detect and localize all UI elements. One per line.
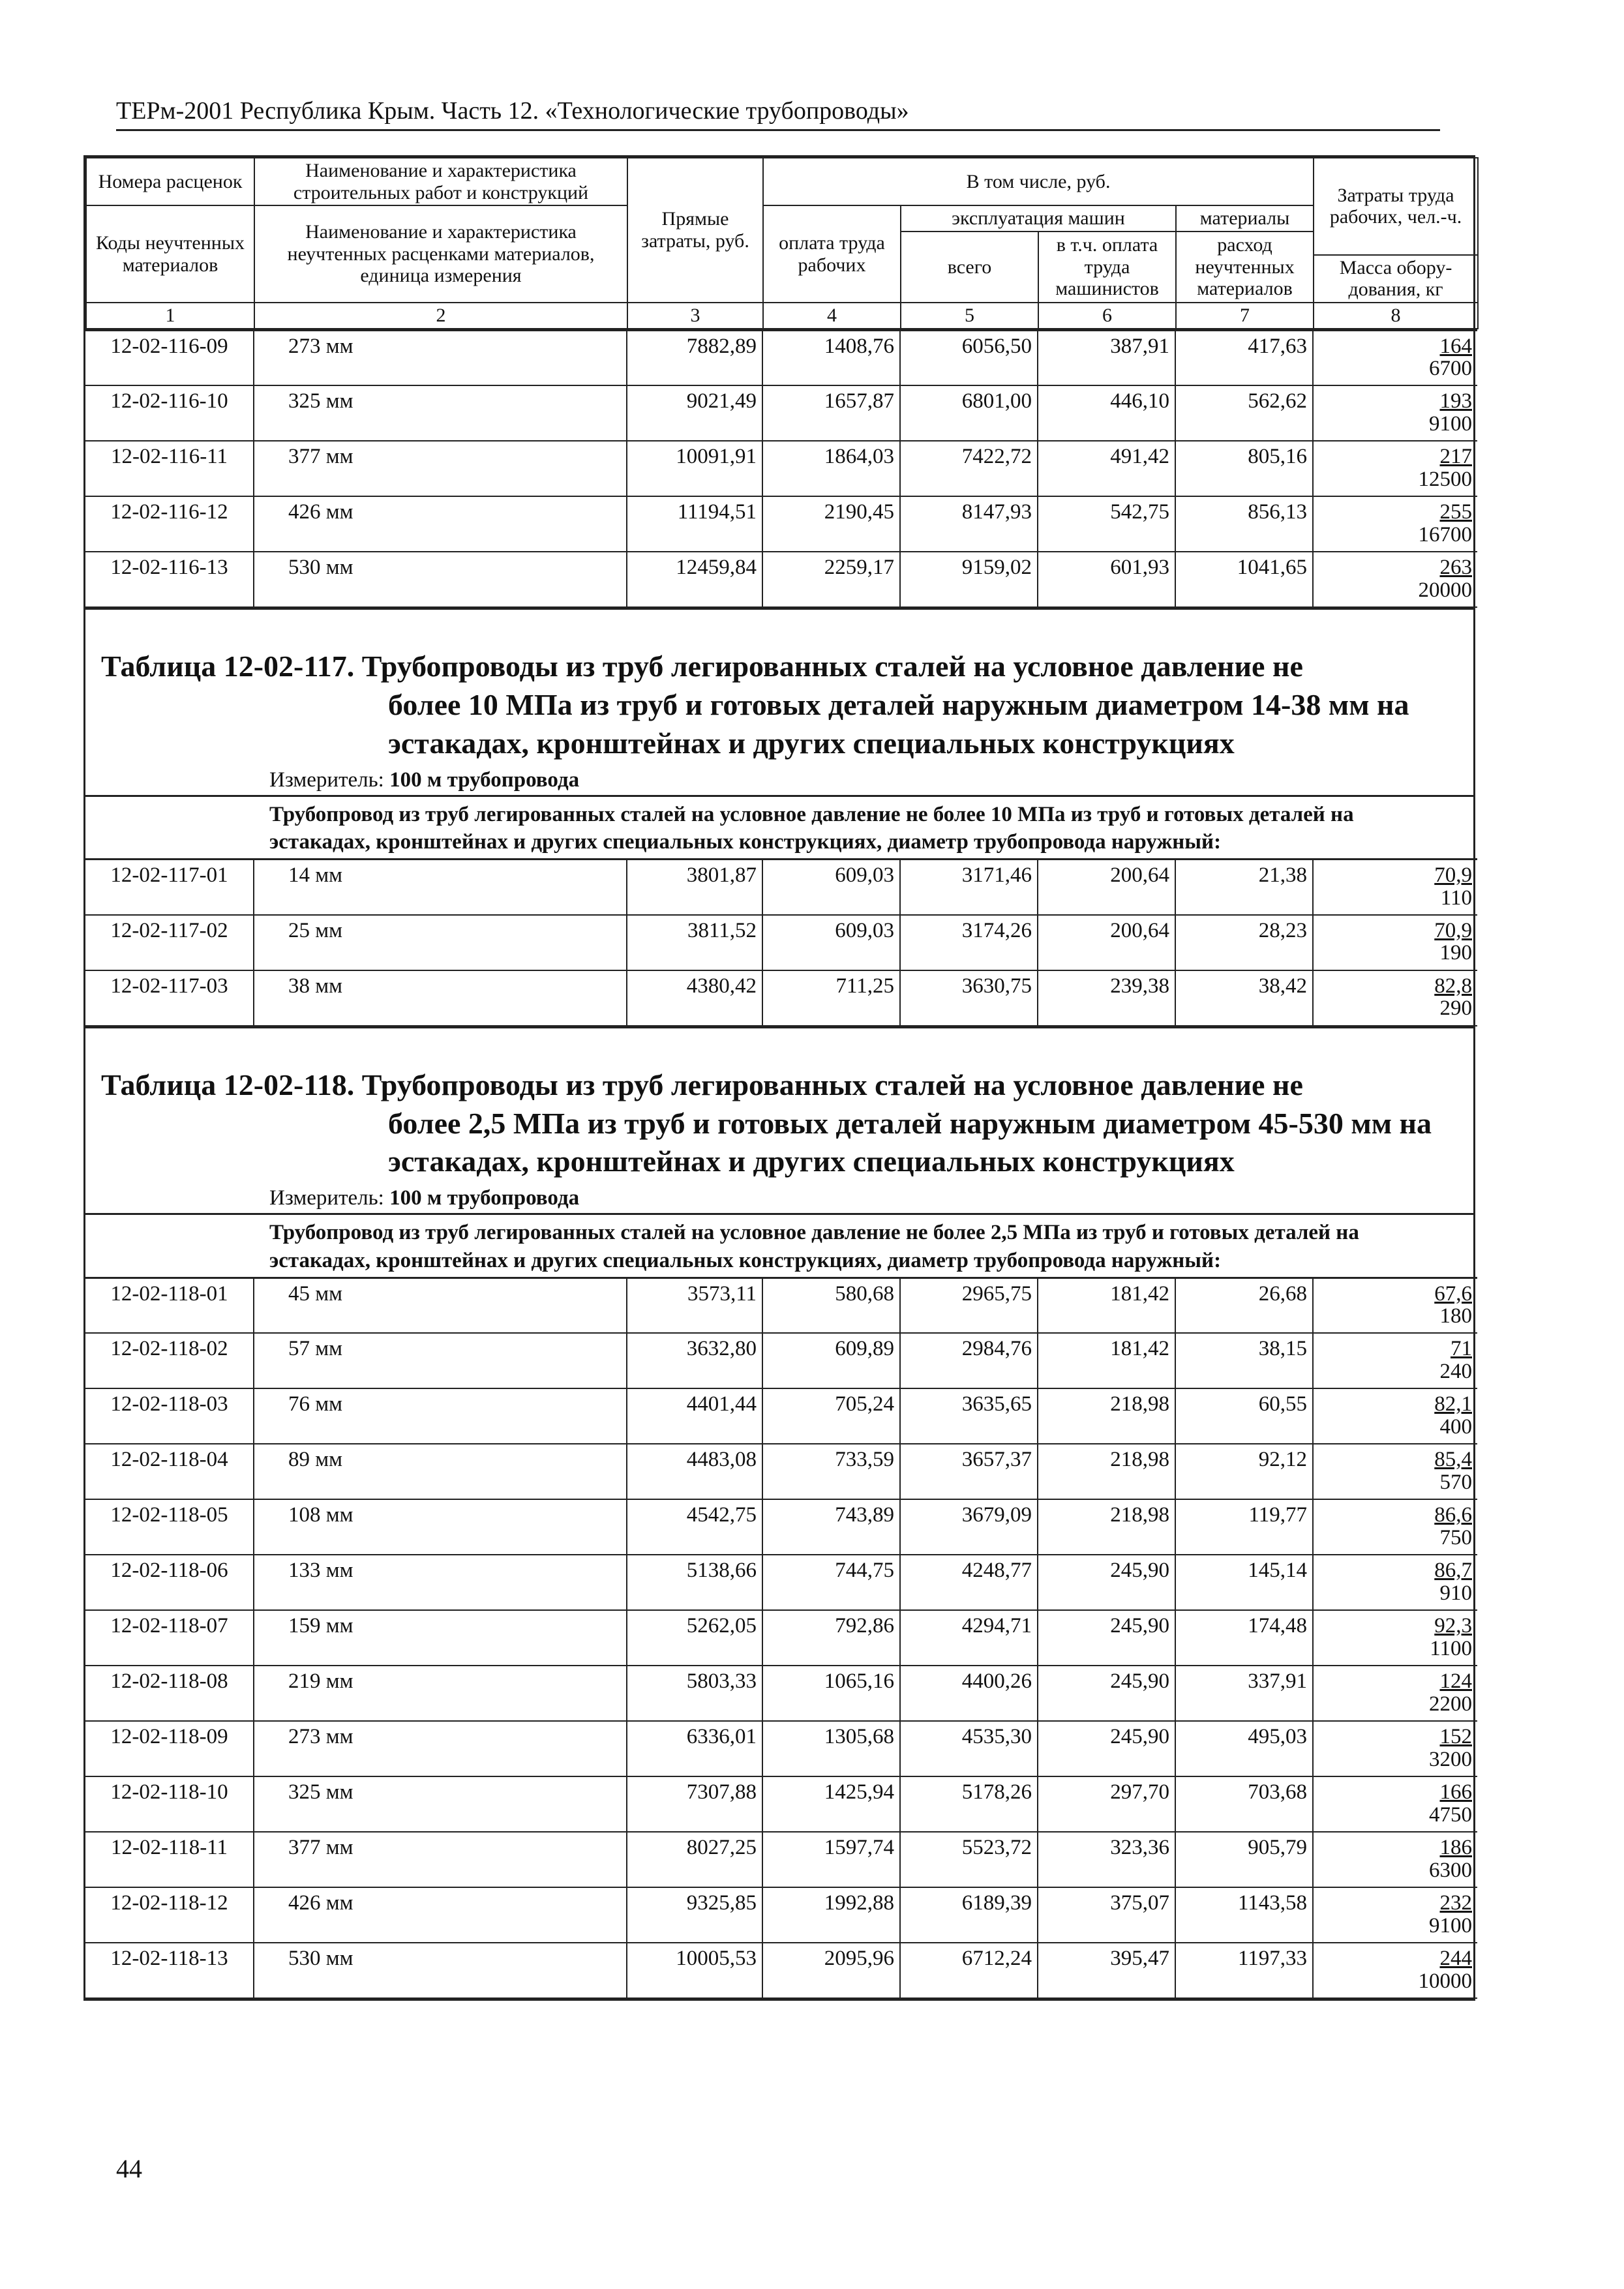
machinist-pay: 245,90: [1038, 1610, 1175, 1666]
labor-hours: 232: [1439, 1891, 1472, 1915]
equipment-mass: 180: [1439, 1304, 1472, 1328]
labor-mass-cell: [1313, 385, 1477, 441]
labor-mass-cell: [1313, 441, 1477, 496]
table-row: [85, 970, 1477, 1026]
rate-code: 12-02-118-02: [85, 1333, 254, 1388]
direct-costs: 3632,80: [627, 1333, 762, 1388]
rate-code: 12-02-118-11: [85, 1832, 254, 1887]
materials-cost: 174,48: [1175, 1610, 1313, 1666]
table-row: [85, 1666, 1477, 1721]
labor-pay: 580,68: [762, 1278, 900, 1333]
labor-mass-cell: [1313, 1721, 1477, 1776]
labor-pay: 744,75: [762, 1555, 900, 1610]
table-118-title-rest: более 2,5 МПа из труб и готовых деталей наружным диаметром 45-530 мм на эстакадах, кронштейнах и других специальных конструкциях: [388, 1106, 1432, 1178]
equipment-mass: 9100: [1429, 411, 1472, 436]
machine-ops: 6189,39: [900, 1887, 1038, 1943]
labor-hours: 92,3: [1434, 1614, 1472, 1638]
work-name: 426 мм: [254, 1887, 627, 1943]
direct-costs: 7307,88: [627, 1776, 762, 1832]
machinist-pay: 601,93: [1038, 552, 1175, 607]
materials-cost: 38,42: [1175, 970, 1313, 1026]
work-name: 426 мм: [254, 496, 627, 552]
labor-pay: 2259,17: [762, 552, 900, 607]
labor-hours: 217: [1439, 445, 1472, 469]
equipment-mass: 20000: [1418, 578, 1472, 602]
machine-ops: 3657,37: [900, 1444, 1038, 1499]
measure-label: Измеритель:: [269, 1186, 384, 1210]
machinist-pay: 323,36: [1038, 1832, 1175, 1887]
labor-hours: 166: [1439, 1780, 1472, 1804]
labor-hours: 70,9: [1434, 863, 1472, 888]
table-row: [85, 1832, 1477, 1887]
labor-pay: 1425,94: [762, 1776, 900, 1832]
table-row: [85, 1388, 1477, 1444]
labor-mass-cell: [1313, 1388, 1477, 1444]
work-name: 325 мм: [254, 1776, 627, 1832]
column-number: 8: [1314, 303, 1478, 329]
table-row: [85, 1610, 1477, 1666]
rate-code: 12-02-118-13: [85, 1943, 254, 1998]
labor-pay: 2190,45: [762, 496, 900, 552]
direct-costs: 8027,25: [627, 1832, 762, 1887]
materials-cost: 562,62: [1175, 385, 1313, 441]
table-118-title-first: Таблица 12-02-118. Трубопроводы из труб легированных сталей на условное давление не: [101, 1068, 1303, 1101]
rate-code: 12-02-116-10: [85, 385, 254, 441]
header-incl-rub: В том числе, руб.: [763, 158, 1314, 205]
table-row: [85, 1278, 1477, 1333]
materials-cost: 92,12: [1175, 1444, 1313, 1499]
direct-costs: 7882,89: [627, 330, 762, 385]
machine-ops: 5523,72: [900, 1832, 1038, 1887]
work-name: 14 мм: [254, 860, 627, 915]
machine-ops: 4400,26: [900, 1666, 1038, 1721]
table-row: [85, 552, 1477, 607]
table-row: [85, 915, 1477, 970]
rate-code: 12-02-118-07: [85, 1610, 254, 1666]
labor-pay: 792,86: [762, 1610, 900, 1666]
rate-code: 12-02-118-10: [85, 1776, 254, 1832]
table-row: [85, 1887, 1477, 1943]
machine-ops: 3171,46: [900, 860, 1038, 915]
work-name: 76 мм: [254, 1388, 627, 1444]
column-number: 1: [86, 303, 254, 329]
table-row: [85, 330, 1477, 385]
labor-mass-cell: [1313, 915, 1477, 970]
table-row: [85, 1555, 1477, 1610]
table-row: [85, 860, 1477, 915]
labor-mass-cell: [1313, 1278, 1477, 1333]
labor-pay: 1065,16: [762, 1666, 900, 1721]
materials-cost: 38,15: [1175, 1333, 1313, 1388]
machine-ops: 4248,77: [900, 1555, 1038, 1610]
measure-value: 100 м трубопровода: [389, 768, 580, 792]
machine-ops: 4535,30: [900, 1721, 1038, 1776]
table-row: [85, 1444, 1477, 1499]
direct-costs: 5803,33: [627, 1666, 762, 1721]
header-labor-pay: оплата труда рабочих: [763, 205, 901, 303]
rates-table-117: [85, 858, 1477, 1026]
rate-code: 12-02-116-13: [85, 552, 254, 607]
header-direct-costs: Прямые затраты, руб.: [627, 158, 763, 303]
equipment-mass: 110: [1440, 886, 1472, 910]
materials-cost: 60,55: [1175, 1388, 1313, 1444]
direct-costs: 4483,08: [627, 1444, 762, 1499]
table-row: [85, 1721, 1477, 1776]
machinist-pay: 491,42: [1038, 441, 1175, 496]
equipment-mass: 3200: [1429, 1747, 1472, 1771]
header-rate-numbers: Номера расценок: [86, 158, 254, 205]
materials-cost: 145,14: [1175, 1555, 1313, 1610]
labor-pay: 705,24: [762, 1388, 900, 1444]
table-117-group-title: Трубопровод из труб легированных сталей на условное давление не более 10 МПа из труб и готовых деталей на эстакадах, кронштейнах и других специальных конструкциях, диаметр трубопровода наружный:: [85, 795, 1473, 858]
labor-pay: 733,59: [762, 1444, 900, 1499]
work-name: 89 мм: [254, 1444, 627, 1499]
rate-code: 12-02-116-09: [85, 330, 254, 385]
materials-cost: 905,79: [1175, 1832, 1313, 1887]
work-name: 273 мм: [254, 330, 627, 385]
machinist-pay: 181,42: [1038, 1278, 1175, 1333]
measure-label: Измеритель:: [269, 768, 384, 792]
labor-mass-cell: [1313, 330, 1477, 385]
machine-ops: 2984,76: [900, 1333, 1038, 1388]
labor-hours: 67,6: [1434, 1281, 1472, 1306]
table-row: [85, 1776, 1477, 1832]
labor-hours: 85,4: [1434, 1448, 1472, 1472]
equipment-mass: 6700: [1429, 357, 1472, 381]
work-name: 25 мм: [254, 915, 627, 970]
materials-cost: 28,23: [1175, 915, 1313, 970]
materials-cost: 1143,58: [1175, 1887, 1313, 1943]
work-name: 45 мм: [254, 1278, 627, 1333]
equipment-mass: 2200: [1429, 1692, 1472, 1716]
labor-pay: 1305,68: [762, 1721, 900, 1776]
equipment-mass: 16700: [1418, 522, 1472, 546]
machinist-pay: 297,70: [1038, 1776, 1175, 1832]
materials-cost: 1197,33: [1175, 1943, 1313, 1998]
table-118-section: [85, 1026, 1473, 1999]
rates-document: [83, 155, 1475, 2001]
header-machine-ops: эксплуатация машин: [901, 205, 1176, 232]
rate-code: 12-02-118-08: [85, 1666, 254, 1721]
rate-code: 12-02-117-01: [85, 860, 254, 915]
machinist-pay: 395,47: [1038, 1943, 1175, 1998]
labor-hours: 70,9: [1434, 918, 1472, 942]
labor-hours: 164: [1439, 334, 1472, 358]
labor-hours: 193: [1439, 389, 1472, 413]
machinist-pay: 387,91: [1038, 330, 1175, 385]
direct-costs: 9325,85: [627, 1887, 762, 1943]
rate-code: 12-02-117-02: [85, 915, 254, 970]
machinist-pay: 245,90: [1038, 1555, 1175, 1610]
work-name: 377 мм: [254, 441, 627, 496]
labor-pay: 609,89: [762, 1333, 900, 1388]
direct-costs: 3811,52: [627, 915, 762, 970]
equipment-mass: 9100: [1429, 1913, 1472, 1937]
rate-code: 12-02-118-04: [85, 1444, 254, 1499]
labor-mass-cell: [1313, 1444, 1477, 1499]
materials-cost: 119,77: [1175, 1499, 1313, 1555]
header-work-name: Наименование и характеристика строительных работ и конструкций: [254, 158, 627, 205]
machinist-pay: 218,98: [1038, 1388, 1175, 1444]
equipment-mass: 12500: [1418, 467, 1472, 491]
direct-costs: 3573,11: [627, 1278, 762, 1333]
labor-mass-cell: [1313, 552, 1477, 607]
materials-cost: 495,03: [1175, 1721, 1313, 1776]
labor-mass-cell: [1313, 1776, 1477, 1832]
rate-code: 12-02-116-11: [85, 441, 254, 496]
table-row: [85, 385, 1477, 441]
page-number: 44: [116, 2154, 142, 2183]
machine-ops: 6801,00: [900, 385, 1038, 441]
page-header: ТЕРм-2001 Республика Крым. Часть 12. «Технологические трубопроводы»: [116, 97, 1440, 131]
header-total: всего: [901, 232, 1038, 303]
table-117-title-rest: более 10 МПа из труб и готовых деталей наружным диаметром 14-38 мм на эстакадах, кронштейнах и других специальных конструкциях: [388, 687, 1409, 760]
labor-pay: 743,89: [762, 1499, 900, 1555]
header-labor-costs: Затраты труда рабочих, чел.-ч.: [1314, 158, 1478, 255]
equipment-mass: 750: [1439, 1525, 1472, 1549]
equipment-mass: 400: [1439, 1414, 1472, 1439]
header-unaccounted-use: расход неучтенных материалов: [1176, 232, 1314, 303]
table-118-group-title: Трубопровод из труб легированных сталей на условное давление не более 2,5 МПа из труб и готовых деталей на эстакадах, кронштейнах и других специальных конструкциях, диаметр трубопровода наружный:: [85, 1213, 1473, 1276]
column-number: 5: [901, 303, 1038, 329]
work-name: 219 мм: [254, 1666, 627, 1721]
labor-hours: 86,7: [1434, 1559, 1472, 1583]
machine-ops: 3630,75: [900, 970, 1038, 1026]
equipment-mass: 570: [1439, 1470, 1472, 1494]
labor-hours: 82,1: [1434, 1392, 1472, 1416]
machinist-pay: 542,75: [1038, 496, 1175, 552]
equipment-mass: 290: [1439, 996, 1472, 1021]
direct-costs: 6336,01: [627, 1721, 762, 1776]
machinist-pay: 245,90: [1038, 1666, 1175, 1721]
machinist-pay: 446,10: [1038, 385, 1175, 441]
machine-ops: 3635,65: [900, 1388, 1038, 1444]
machine-ops: 7422,72: [900, 441, 1038, 496]
labor-mass-cell: [1313, 496, 1477, 552]
machinist-pay: 239,38: [1038, 970, 1175, 1026]
labor-hours: 152: [1439, 1725, 1472, 1749]
header-equipment-mass: Масса обору-дования, кг: [1314, 255, 1478, 303]
rate-code: 12-02-118-01: [85, 1278, 254, 1333]
direct-costs: 11194,51: [627, 496, 762, 552]
machine-ops: 3679,09: [900, 1499, 1038, 1555]
machinist-pay: 245,90: [1038, 1721, 1175, 1776]
rates-table-116: [85, 329, 1477, 608]
direct-costs: 5262,05: [627, 1610, 762, 1666]
labor-mass-cell: [1313, 860, 1477, 915]
equipment-mass: 6300: [1429, 1858, 1472, 1882]
labor-mass-cell: [1313, 1555, 1477, 1610]
machinist-pay: 181,42: [1038, 1333, 1175, 1388]
machine-ops: 2965,75: [900, 1278, 1038, 1333]
rates-table-118: [85, 1277, 1477, 1999]
labor-mass-cell: [1313, 1333, 1477, 1388]
table-row: [85, 1333, 1477, 1388]
labor-pay: 1864,03: [762, 441, 900, 496]
header-unaccounted-name: Наименование и характеристика неучтенных расценками материалов, единица измерения: [254, 205, 627, 303]
work-name: 530 мм: [254, 552, 627, 607]
labor-mass-cell: [1313, 1499, 1477, 1555]
header-incl-machinist: в т.ч. оплата труда машинистов: [1038, 232, 1176, 303]
measure-value: 100 м трубопровода: [389, 1186, 580, 1210]
equipment-mass: 240: [1439, 1359, 1472, 1383]
work-name: 159 мм: [254, 1610, 627, 1666]
machinist-pay: 218,98: [1038, 1499, 1175, 1555]
labor-hours: 186: [1439, 1836, 1472, 1860]
column-number: 2: [254, 303, 627, 329]
equipment-mass: 190: [1439, 941, 1472, 965]
work-name: 273 мм: [254, 1721, 627, 1776]
work-name: 325 мм: [254, 385, 627, 441]
column-header-table: [85, 157, 1479, 329]
equipment-mass: 4750: [1429, 1803, 1472, 1827]
direct-costs: 10005,53: [627, 1943, 762, 1998]
equipment-mass: 10000: [1418, 1969, 1472, 1993]
labor-pay: 2095,96: [762, 1943, 900, 1998]
labor-hours: 82,8: [1434, 974, 1472, 998]
labor-mass-cell: [1313, 970, 1477, 1026]
table-row: [85, 441, 1477, 496]
direct-costs: 3801,87: [627, 860, 762, 915]
table-118-measure: [269, 1186, 1473, 1210]
machinist-pay: 218,98: [1038, 1444, 1175, 1499]
labor-pay: 711,25: [762, 970, 900, 1026]
labor-pay: 1597,74: [762, 1832, 900, 1887]
header-unaccounted-codes: Коды неучтенных материалов: [86, 205, 254, 303]
machine-ops: 6056,50: [900, 330, 1038, 385]
rate-code: 12-02-118-12: [85, 1887, 254, 1943]
machinist-pay: 375,07: [1038, 1887, 1175, 1943]
column-number: 6: [1038, 303, 1176, 329]
equipment-mass: 1100: [1430, 1636, 1472, 1660]
labor-hours: 86,6: [1434, 1503, 1472, 1527]
labor-mass-cell: [1313, 1666, 1477, 1721]
machine-ops: 3174,26: [900, 915, 1038, 970]
header-materials: материалы: [1176, 205, 1314, 232]
direct-costs: 4380,42: [627, 970, 762, 1026]
materials-cost: 703,68: [1175, 1776, 1313, 1832]
rate-code: 12-02-118-05: [85, 1499, 254, 1555]
machine-ops: 8147,93: [900, 496, 1038, 552]
materials-cost: 417,63: [1175, 330, 1313, 385]
table-117-measure: [269, 768, 1473, 792]
labor-hours: 244: [1439, 1947, 1472, 1971]
work-name: 57 мм: [254, 1333, 627, 1388]
materials-cost: 337,91: [1175, 1666, 1313, 1721]
column-number: 7: [1176, 303, 1314, 329]
work-name: 108 мм: [254, 1499, 627, 1555]
labor-mass-cell: [1313, 1887, 1477, 1943]
machine-ops: 9159,02: [900, 552, 1038, 607]
labor-pay: 1992,88: [762, 1887, 900, 1943]
labor-mass-cell: [1313, 1943, 1477, 1998]
machine-ops: 5178,26: [900, 1776, 1038, 1832]
rate-code: 12-02-116-12: [85, 496, 254, 552]
labor-pay: 1408,76: [762, 330, 900, 385]
direct-costs: 4542,75: [627, 1499, 762, 1555]
table-117-title: [101, 648, 1473, 763]
materials-cost: 1041,65: [1175, 552, 1313, 607]
column-number: 4: [763, 303, 901, 329]
materials-cost: 856,13: [1175, 496, 1313, 552]
materials-cost: 21,38: [1175, 860, 1313, 915]
direct-costs: 4401,44: [627, 1388, 762, 1444]
materials-cost: 805,16: [1175, 441, 1313, 496]
labor-hours: 124: [1439, 1669, 1472, 1694]
machine-ops: 4294,71: [900, 1610, 1038, 1666]
labor-mass-cell: [1313, 1610, 1477, 1666]
work-name: 530 мм: [254, 1943, 627, 1998]
labor-pay: 1657,87: [762, 385, 900, 441]
direct-costs: 10091,91: [627, 441, 762, 496]
labor-pay: 609,03: [762, 915, 900, 970]
rate-code: 12-02-118-03: [85, 1388, 254, 1444]
work-name: 38 мм: [254, 970, 627, 1026]
table-117-section: [85, 608, 1473, 1026]
rate-code: 12-02-118-09: [85, 1721, 254, 1776]
labor-pay: 609,03: [762, 860, 900, 915]
labor-hours: 255: [1439, 500, 1472, 524]
table-row: [85, 496, 1477, 552]
column-number-row: [86, 303, 1478, 329]
direct-costs: 12459,84: [627, 552, 762, 607]
table-row: [85, 1943, 1477, 1998]
materials-cost: 26,68: [1175, 1278, 1313, 1333]
machinist-pay: 200,64: [1038, 915, 1175, 970]
work-name: 133 мм: [254, 1555, 627, 1610]
work-name: 377 мм: [254, 1832, 627, 1887]
rate-code: 12-02-117-03: [85, 970, 254, 1026]
direct-costs: 5138,66: [627, 1555, 762, 1610]
labor-hours: 263: [1439, 556, 1472, 580]
column-number: 3: [627, 303, 763, 329]
direct-costs: 9021,49: [627, 385, 762, 441]
labor-mass-cell: [1313, 1832, 1477, 1887]
labor-hours: 71: [1451, 1337, 1472, 1361]
rate-code: 12-02-118-06: [85, 1555, 254, 1610]
table-118-title: [101, 1066, 1473, 1182]
machine-ops: 6712,24: [900, 1943, 1038, 1998]
machinist-pay: 200,64: [1038, 860, 1175, 915]
table-row: [85, 1499, 1477, 1555]
equipment-mass: 910: [1439, 1581, 1472, 1605]
table-117-title-first: Таблица 12-02-117. Трубопроводы из труб легированных сталей на условное давление не: [101, 650, 1303, 683]
